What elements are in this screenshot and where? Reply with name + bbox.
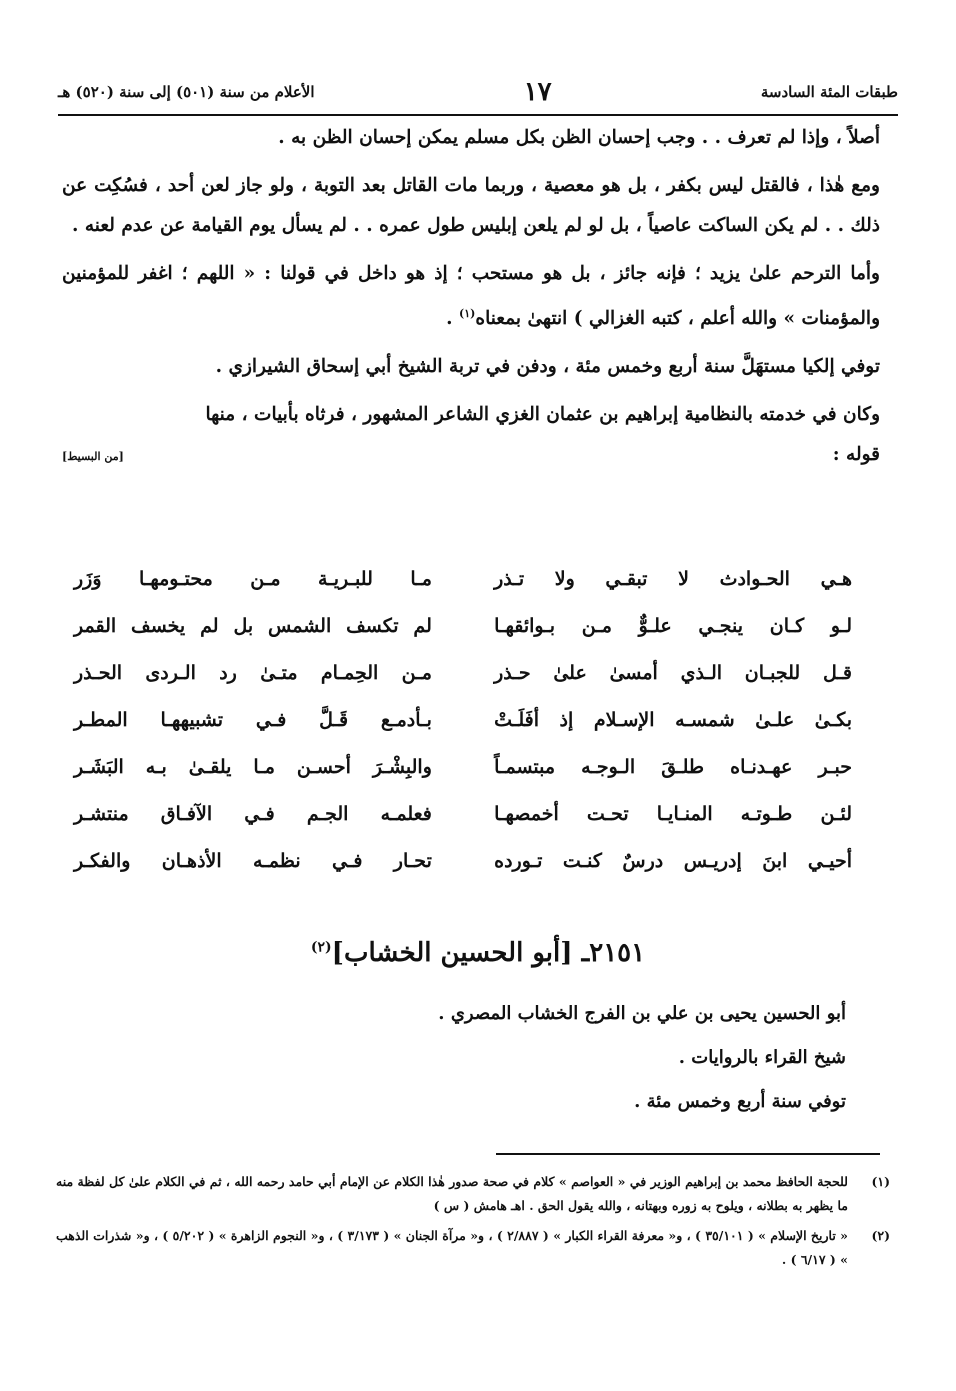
footnote-2 (56, 1224, 890, 1272)
verse-6 (74, 790, 852, 837)
footnote-1-number: (١) (871, 1174, 890, 1189)
paragraph-3-text: وأما الترحم علىٰ يزيد ؛ فإنه جائز ، بل هو مستحب ؛ إذ هو داخل في قولنا : « اللهم ؛ اغفر للمؤمنين والمؤمنات » والله أعلم ، كتبه الغزالي ) انتهىٰ بمعناه (62, 263, 880, 330)
header-rule (58, 114, 898, 116)
poem-intro (62, 435, 880, 477)
footnote-1 (56, 1170, 890, 1218)
page-number: ١٧ (523, 77, 552, 107)
verse-6-ajuz: فعلمـه الجـم فـي الآفـاق منتشـر (74, 802, 432, 825)
verse-7-ajuz: تحـار فـي نظمـه الأذهـان والفكـر (74, 849, 432, 872)
header-section-title: طبقات المئة السادسة (760, 83, 898, 101)
verse-1 (74, 555, 852, 602)
entry-heading-text: ٢١٥١ـ [أبو الحسين الخشاب] (331, 938, 646, 968)
poem-intro-label: قوله : (832, 444, 880, 466)
header-volume-range: الأعلام من سنة (٥٠١) إلى سنة (٥٢٠) هـ (58, 83, 315, 101)
paragraph-4: توفي إلكيا مستهَلَّ سنة أربع وخمس مئة ، ودفن في تربة الشيخ أبي إسحاق الشيرازي . (215, 356, 880, 378)
verse-4-sadr: بكـىٰ علـىٰ شمسـه الإسـلام إذ أفَلَـتْ (494, 708, 852, 731)
entry-line-2: شيخ القراء بالروايات . (678, 1047, 846, 1068)
paragraph-3-tail: . (446, 308, 460, 330)
poem (74, 555, 852, 884)
entry-line-3: توفي سنة أربع وخمس مئة . (634, 1091, 846, 1112)
verse-4-ajuz: بـأدمـع قَـلَّ فـي تشبيههـا المطـر (74, 708, 432, 731)
verse-2-ajuz: لم تكسف الشمس بل لم يخسف القمر (74, 614, 432, 637)
footnote-2-number: (٢) (871, 1228, 890, 1243)
paragraph-1: أصلاً ، وإذا لم تعرف . . وجب إحسان الظن بكل مسلم يمكن إحسان الظن به . (278, 127, 880, 148)
verse-1-sadr: هـي الحـوادث لا تبقـي ولا تـذر (494, 567, 852, 590)
verse-5-ajuz: والبِشْـرَ أحسـن مـا يلقـىٰ بـه البَشَـر (74, 755, 432, 778)
verse-7 (74, 837, 852, 884)
poem-meter: [من البسيط] (62, 450, 124, 464)
entry-heading (0, 938, 956, 968)
running-header (58, 72, 898, 112)
footnote-1-text: للحجة الحافظ محمد بن إبراهيم الوزير في « العواصم » كلام في صحة صدور هٰذا الكلام عن الإمام أبي حامد رحمه الله ، ثم في الكلام علىٰ كل لفظة منه ما يظهر به بطلانه ، ويلوح به زوره وبهتانه ، والله يقول الحق . اهـ هامش ( س ) (56, 1174, 848, 1213)
paragraph-5: وكان في خدمته بالنظامية إبراهيم بن عثمان الغزي الشاعر المشهور ، فرثاه بأبيات ، منها (205, 404, 880, 426)
verse-3 (74, 649, 852, 696)
main-text (62, 118, 880, 477)
verse-1-ajuz: مـا للبـريـة مـن محتـومهـا وَزَر (74, 567, 432, 590)
entry-body (62, 992, 846, 1124)
footnotes (56, 1170, 890, 1278)
footnote-rule (496, 1153, 880, 1155)
footnote-ref-1[interactable]: (١) (459, 307, 476, 320)
verse-2 (74, 602, 852, 649)
verse-6-sadr: لئـن طـوتـه المنـايـا تحـت أخمصهـا (494, 802, 852, 825)
paragraph-2: ومع هٰذا ، فالقتل ليس بكفر ، بل هو معصية ، وربما مات القاتل بعد التوبة ، ولو جاز لعن أحد ، فسُكِت عن ذلك . . لم يكن الساكت عاصياً ، بل لو لم يلعن إبليس طول عمره . . لم يسأل يوم القيامة عن عدم لعنه . (62, 175, 880, 236)
verse-2-sadr: لـو كـان ينجـي علـوٌّ مـن بـوائقهـا (494, 614, 852, 637)
verse-4 (74, 696, 852, 743)
entry-line-1: أبو الحسين يحيى بن علي بن الفرج الخشاب المصري . (438, 1003, 846, 1024)
paragraph-3 (62, 254, 880, 339)
verse-3-ajuz: مـن الحِمـام متـىٰ رد الـردى الحـذر (74, 661, 432, 684)
verse-5-sadr: حبـر عهـدنـاه طلـقَ الـوجـه مبتسمـاً (494, 755, 852, 778)
verse-5 (74, 743, 852, 790)
footnote-ref-2[interactable]: (٢) (310, 939, 332, 956)
verse-3-sadr: قـل للجبـان الـذي أمسىٰ علىٰ حـذر (494, 661, 852, 684)
verse-7-sadr: أحيـي ابنَ إدريـس درسٌ كنـت تـورده (494, 849, 852, 872)
footnote-2-text: « تاريخ الإسلام » ( ٣٥/١٠١ ) ، و« معرفة القراء الكبار » ( ٢/٨٨٧ ) ، و« مرآة الجنان » ( ٣/١٧٣ ) ، و« النجوم الزاهرة » ( ٥/٢٠٢ ) ، و« شذرات الذهب » ( ٦/١٧ ) . (56, 1228, 848, 1267)
